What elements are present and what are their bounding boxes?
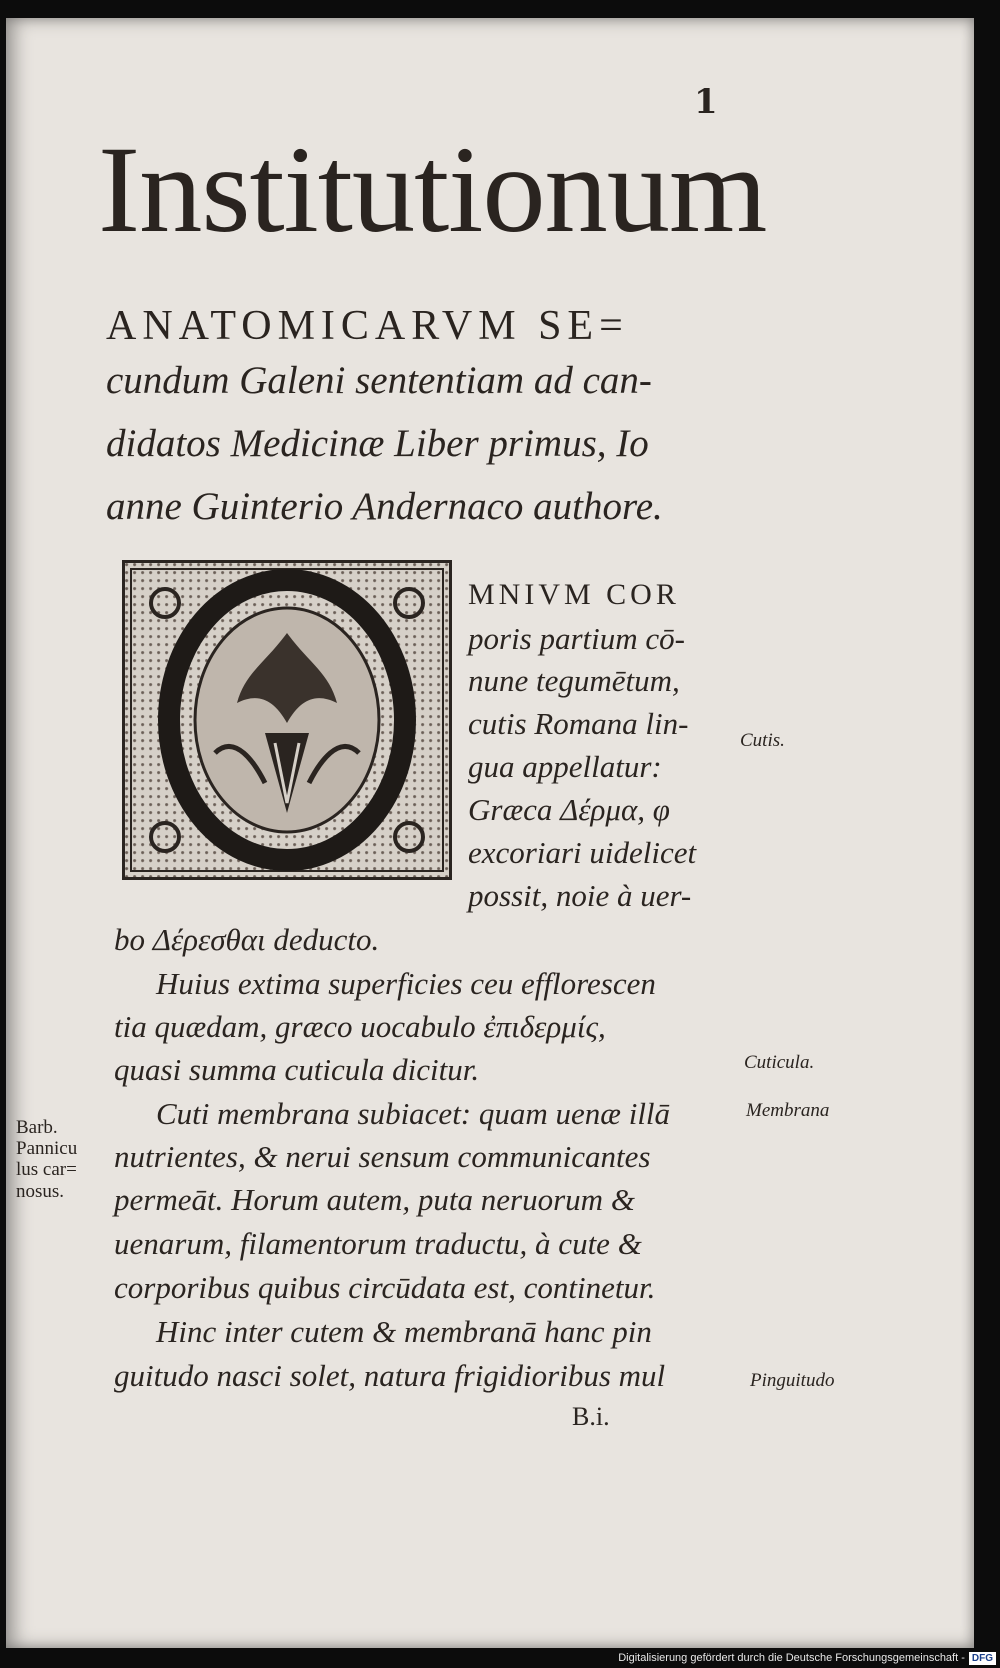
body-line: corporibus quibus circūdata est, continetur.: [114, 1270, 656, 1305]
subtitle-caps: ANATOMICARVM SE=: [106, 303, 629, 349]
subtitle-line: cundum Galeni sententiam ad can-: [106, 359, 652, 402]
dfg-logo: DFG: [969, 1652, 996, 1665]
margin-note-membrana: Membrana: [746, 1100, 830, 1121]
body-line: poris partium cō-: [468, 621, 685, 656]
body-line: excoriari uidelicet: [468, 835, 697, 870]
page-number: 1: [694, 82, 718, 122]
body-line: Huius extima superficies ceu efflorescen: [156, 966, 656, 1001]
digitization-footer: [618, 1650, 996, 1666]
body-line: guitudo nasci solet, natura frigidioribus mul: [114, 1358, 666, 1393]
book-page: [6, 18, 974, 1648]
signature-mark: B.i.: [572, 1402, 610, 1431]
margin-note-pinguitudo: Pinguitudo: [750, 1370, 835, 1391]
body-line: Græca Δέρμα, φ: [468, 792, 670, 827]
body-line: nune tegumētum,: [468, 663, 680, 698]
subtitle-line: didatos Medicinæ Liber primus, Io: [106, 422, 649, 465]
margin-note-left: Pannicu: [16, 1138, 78, 1159]
body-line: Cuti membrana subiacet: quam uenæ illā: [156, 1096, 671, 1131]
footer-text: Digitalisierung gefördert durch die Deutsche Forschungsgemeinschaft -: [618, 1652, 965, 1664]
page-title: Institutionum: [98, 121, 767, 258]
body-line: nutrientes, & nerui sensum communicantes: [114, 1139, 651, 1174]
body-caps-line: MNIVM COR: [468, 578, 680, 611]
margin-note-cutis: Cutis.: [740, 730, 785, 751]
body-line: tia quædam, græco uocabulo ἐπιδερμίς,: [114, 1009, 606, 1044]
margin-note-left: Barb.: [16, 1117, 58, 1138]
ornamental-initial-O-icon: [122, 560, 452, 880]
body-line: gua appellatur:: [468, 749, 662, 784]
body-line: uenarum, filamentorum traductu, à cute &: [114, 1226, 642, 1261]
ornamental-initial-svg: [125, 563, 449, 877]
body-line: quasi summa cuticula dicitur.: [114, 1052, 480, 1087]
margin-note-left: lus car=: [16, 1159, 77, 1180]
margin-note-left: nosus.: [16, 1181, 65, 1202]
body-line: permeāt. Horum autem, puta neruorum &: [114, 1182, 635, 1217]
margin-note-cuticula: Cuticula.: [744, 1052, 815, 1073]
body-line: Hinc inter cutem & membranā hanc pin: [156, 1314, 652, 1349]
body-line: bo Δέρεσθαι deducto.: [114, 922, 380, 957]
body-line: cutis Romana lin-: [468, 706, 689, 741]
body-line: possit, noie à uer-: [468, 878, 692, 913]
subtitle-line: anne Guinterio Andernaco authore.: [106, 485, 663, 528]
